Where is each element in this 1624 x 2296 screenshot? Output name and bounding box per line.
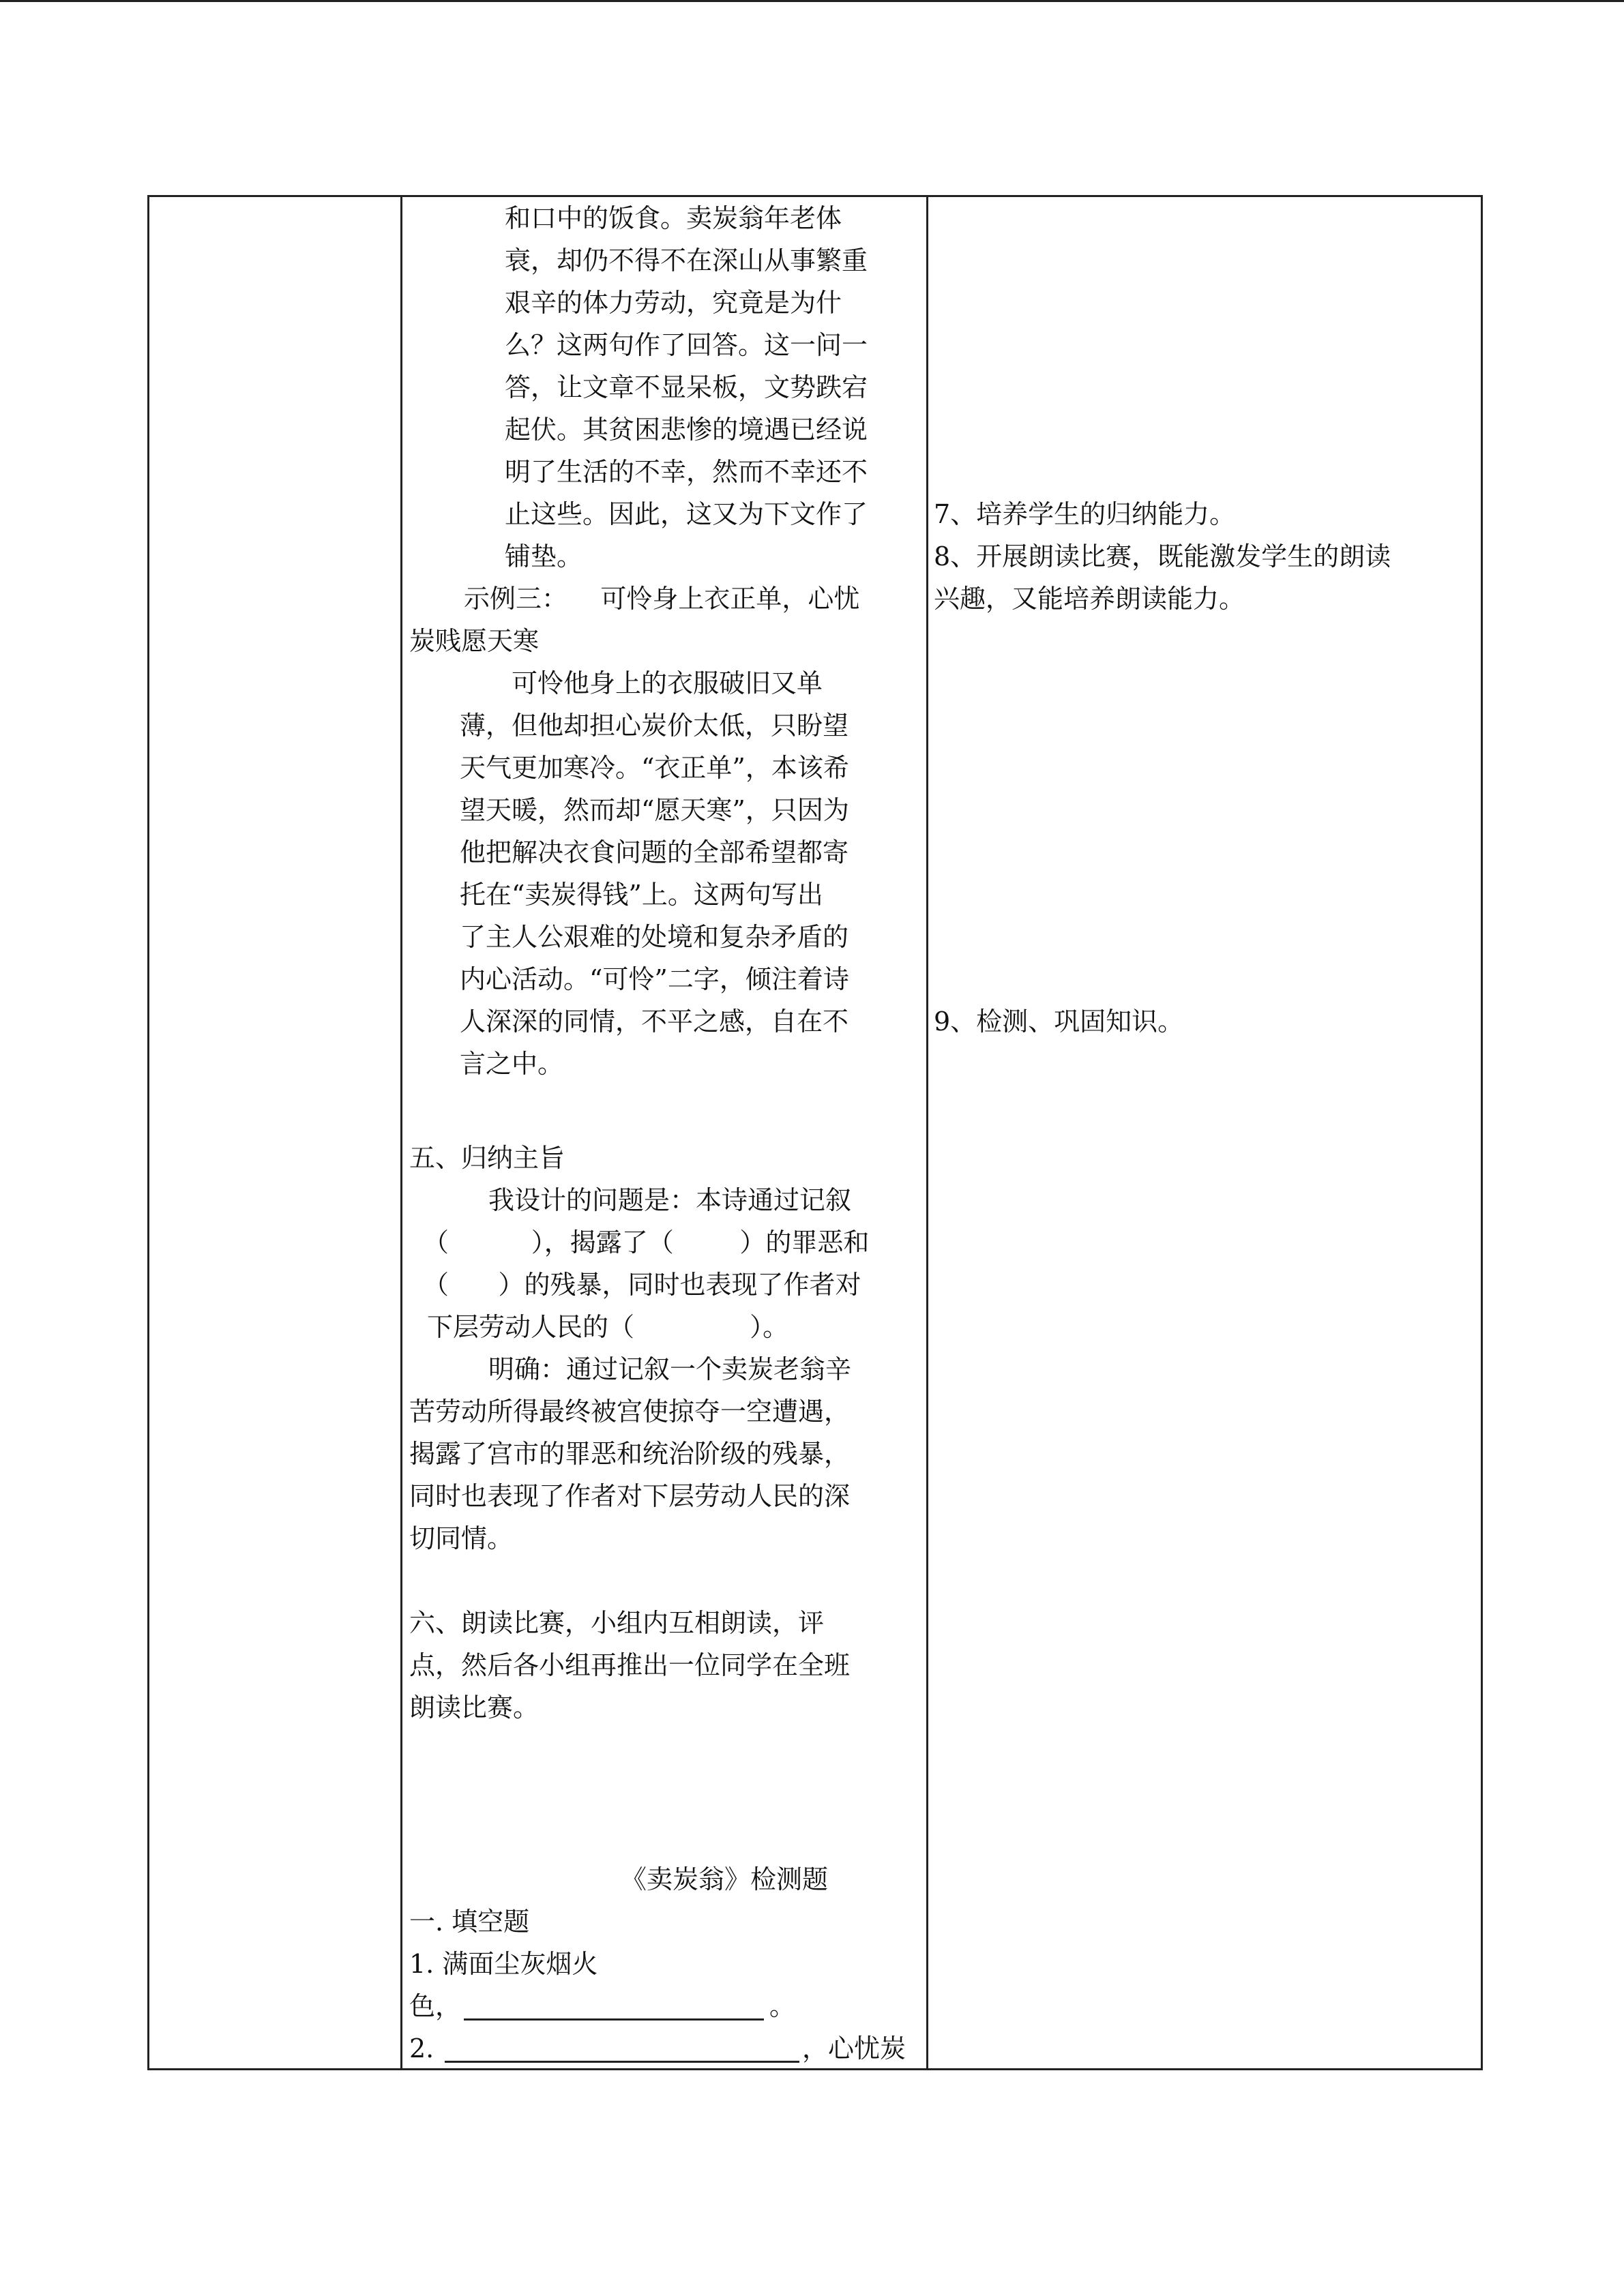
question-1-suffix: 。 — [769, 1991, 796, 2021]
page-top-rule — [0, 0, 1624, 2]
quiz-section-heading: 一. 填空题 — [409, 1907, 530, 1937]
section-5-heading: 五、归纳主旨 — [409, 1143, 565, 1173]
example-2-line: 答，让文章不显呆板，文势跌宕 — [505, 372, 868, 402]
answer-line: 切同情。 — [409, 1523, 514, 1553]
section-5-line: （ ）的残暴，同时也表现了作者对 — [423, 1270, 861, 1300]
answer-line: 揭露了宫市的罪恶和统治阶级的残暴， — [409, 1439, 851, 1469]
example-3-line: 内心活动。“可怜”二字，倾注着诗 — [460, 964, 849, 994]
example-3-line: 天气更加寒冷。“衣正单”，本该希 — [460, 753, 849, 783]
question-1-prefix: 色， — [409, 1991, 462, 2021]
answer-line: 苦劳动所得最终被宫使掠夺一空遭遇， — [409, 1397, 851, 1427]
answer-line: 同时也表现了作者对下层劳动人民的深 — [409, 1481, 851, 1511]
design-intent-item: 7、培养学生的归纳能力。 — [934, 499, 1236, 529]
question-1-answer-blank[interactable] — [464, 2018, 764, 2021]
example-3-line: 望天暖，然而却“愿天寒”，只因为 — [460, 795, 849, 825]
example-3-line: 可怜他身上的衣服破旧又单 — [512, 668, 823, 698]
example-2-line: 么？这两句作了回答。这一问一 — [505, 330, 868, 360]
example-3-line: 他把解决衣食问题的全部希望都寄 — [460, 837, 849, 867]
example-3-line: 了主人公艰难的处境和复杂矛盾的 — [460, 922, 849, 952]
example-2-line: 艰辛的体力劳动，究竟是为什 — [505, 288, 842, 318]
example-2-line: 铺垫。 — [505, 541, 583, 571]
section-5-line: （ ），揭露了（ ）的罪恶和 — [423, 1227, 870, 1257]
example-2-line: 止这些。因此，这又为下文作了 — [505, 499, 868, 529]
example-2-line: 衰，却仍不得不在深山从事繁重 — [505, 245, 868, 275]
design-intent-item: 9、检测、巩固知识。 — [934, 1007, 1184, 1037]
example-3-line: 人深深的同情，不平之感，自在不 — [460, 1007, 849, 1037]
design-intent-column — [928, 197, 1483, 2068]
section-5-line: 我设计的问题是：本诗通过记叙 — [488, 1185, 852, 1215]
question-1-text: 1. 满面尘灰烟火 — [409, 1949, 598, 1979]
section-6-line: 朗读比赛。 — [409, 1693, 540, 1723]
example-3-line: 薄，但他却担心炭价太低，只盼望 — [460, 711, 849, 741]
example-3-line: 托在“卖炭得钱”上。这两句写出 — [460, 880, 823, 910]
example-2-line: 和口中的饭食。卖炭翁年老体 — [505, 203, 842, 233]
section-6-line: 六、朗读比赛，小组内互相朗读，评 — [409, 1608, 825, 1638]
section-5-line: 下层劳动人民的（ ）。 — [427, 1312, 789, 1342]
answer-line: 明确：通过记叙一个卖炭老翁辛 — [488, 1354, 852, 1384]
question-2-prefix: 2. — [409, 2033, 434, 2063]
question-2-suffix: ，心忧炭 — [802, 2033, 906, 2063]
question-2-answer-blank[interactable] — [445, 2061, 799, 2063]
section-6-line: 点，然后各小组再推出一位同学在全班 — [409, 1650, 851, 1680]
teaching-content-column — [402, 197, 926, 2068]
lesson-plan-table — [147, 195, 1483, 2070]
example-3-title: 炭贱愿天寒 — [409, 626, 540, 656]
quiz-title: 《卖炭翁》检测题 — [621, 1864, 829, 1894]
example-3-line: 言之中。 — [460, 1049, 564, 1079]
example-3-title: 示例三： 可怜身上衣正单，心忧 — [464, 584, 860, 614]
example-2-line: 明了生活的不幸，然而不幸还不 — [505, 457, 868, 487]
design-intent-item: 8、开展朗读比赛，既能激发学生的朗读 — [934, 541, 1391, 571]
example-2-line: 起伏。其贫困悲惨的境遇已经说 — [505, 415, 868, 445]
design-intent-item: 兴趣，又能培养朗读能力。 — [934, 584, 1245, 614]
